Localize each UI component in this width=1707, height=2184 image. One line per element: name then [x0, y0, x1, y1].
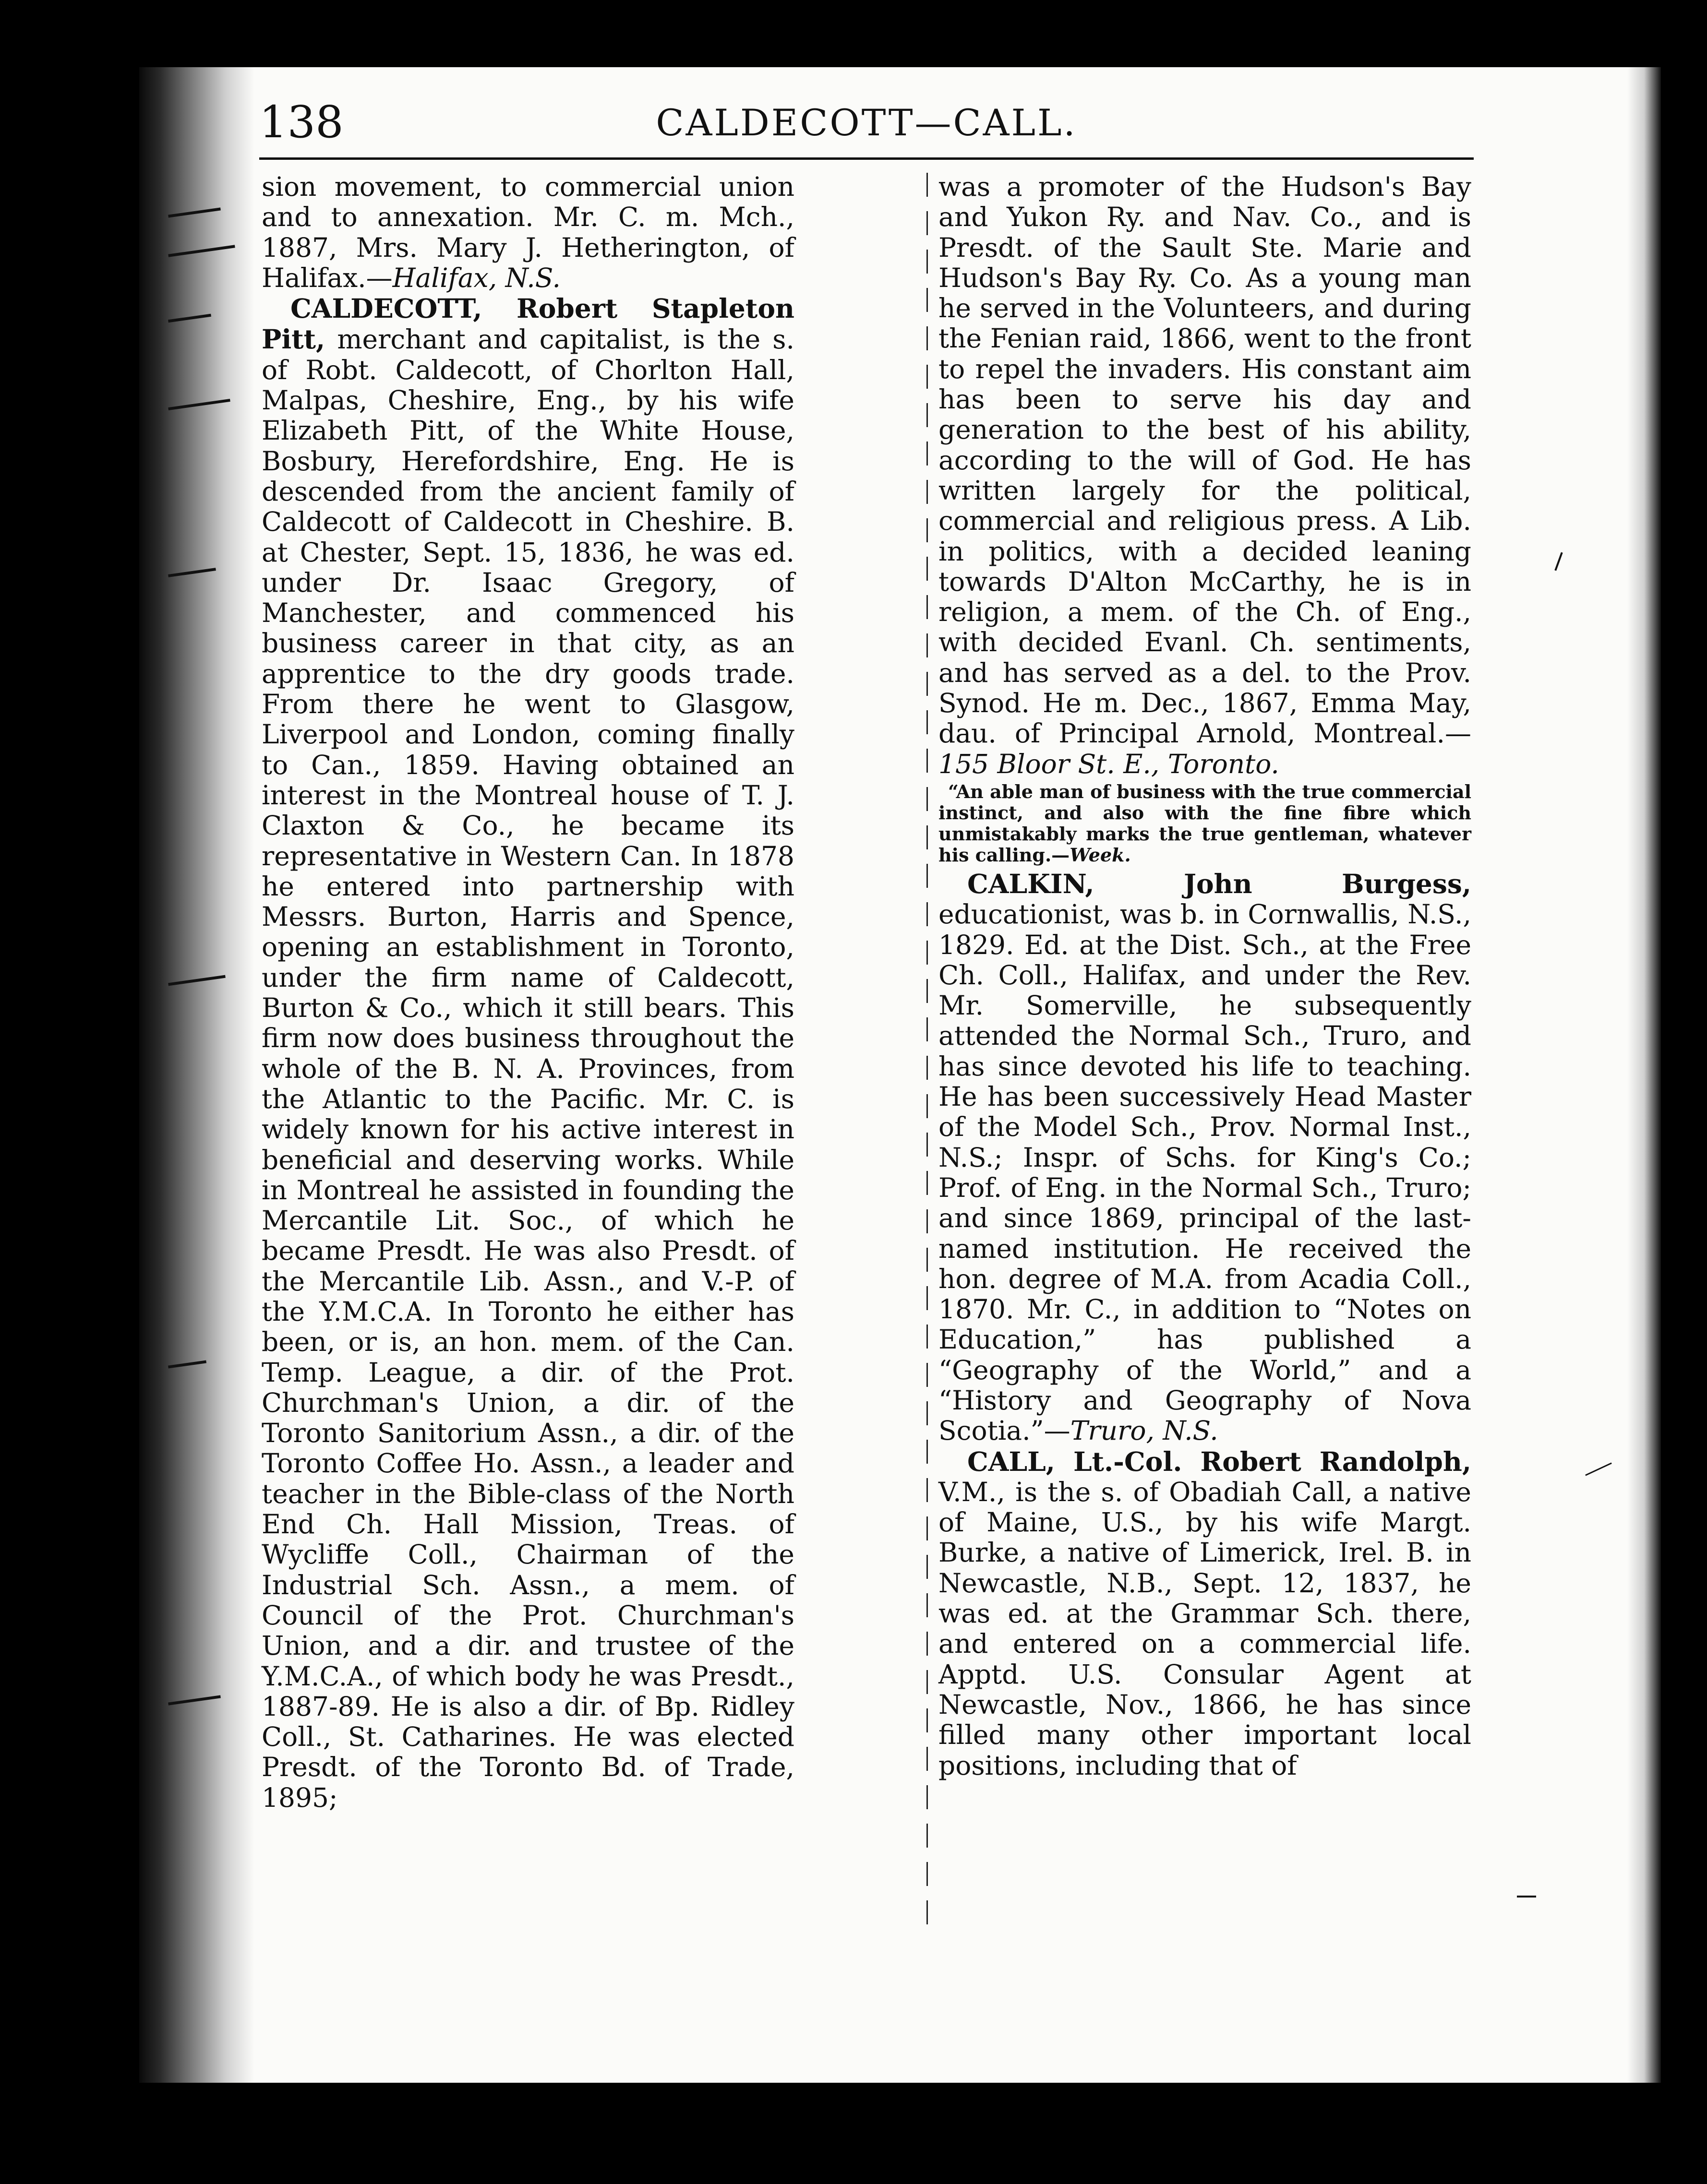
scan-streak	[168, 314, 211, 322]
continuation-paragraph	[262, 172, 794, 293]
paragraph-text: sion movement, to commercial union and to annexation. Mr. C. m. Mch., 1887, Mrs. Mary J. Hetherington, of Halifax.—	[262, 171, 794, 293]
scan-streak	[168, 568, 216, 577]
continuation-paragraph	[938, 172, 1471, 779]
press-quote	[938, 781, 1471, 866]
scan-speck	[1517, 1896, 1536, 1898]
entry-address: Truro, N.S.	[1070, 1415, 1218, 1446]
quote-source: Week.	[1070, 844, 1131, 866]
binding-edge-shadow	[139, 67, 254, 2083]
page-number: 138	[259, 96, 344, 148]
scan-streak	[168, 399, 230, 410]
scan-streak	[168, 245, 235, 257]
entry-text: merchant and capitalist, is the s. of Robt. Caldecott, of Chorlton Hall, Malpas, Cheshire, Eng., by his wife Elizabeth Pitt, of the White House, Bosbury, Herefordshire, Eng. He is descended from the ancient family of Caldecott of Caldecott in Cheshire. B. at Chester, Sept. 15, 1836, he was ed. under Dr. Isaac Gregory, of Manchester, and commenced his business career in that city, as an apprentice to the dry goods trade. From there he went to Glasgow, Liverpool and London, coming finally to Can., 1859. Having obtained an interest in the Montreal house of T. J. Claxton & Co., he became its representative in Western Can. In 1878 he entered into partnership with Messrs. Burton, Harris and Spence, opening an establishment in Toronto, under the firm name of Caldecott, Burton & Co., which it still bears. This firm now does business throughout the whole of the B. N. A. Provinces, from the Atlantic to the Pacific. Mr. C. is widely known for his active interest in beneficial and deserving works. While in Montreal he assisted in founding the Mercantile Lit. Soc., of which he became Presdt. He was also Presdt. of the Mercantile Lib. Assn., and V.-P. of the Y.M.C.A. In Toronto he either has been, or is, an hon. mem. of the Can. Temp. League, a dir. of the Prot. Churchman's Union, a dir. of the Toronto Sanitorium Assn., a dir. of the Toronto Coffee Ho. Assn., a leader and teacher in the Bible-class of the North End Ch. Hall Mission, Treas. of Wycliffe Coll., Chairman of the Industrial Sch. Assn., a mem. of Council of the Prot. Churchman's Union, and a dir. and trustee of the Y.M.C.A., of which body he was Presdt., 1887-89. He is also a dir. of Bp. Ridley Coll., St. Catharines. He was elected Presdt. of the Toronto Bd. of Trade, 1895;	[262, 324, 794, 1813]
entry-headword: CALDECOTT, Robert Stapleton Pitt,	[262, 293, 794, 355]
entry-text: V.M., is the s. of Obadiah Call, a native of Maine, U.S., by his wife Margt. Burke, a native of Limerick, Irel. B. in Newcastle, N.B., Sept. 12, 1837, he was ed. at the Grammar Sch. there, and entered on a commercial life. Apptd. U.S. Consular Agent at Newcastle, Nov., 1866, he has since filled many other important local positions, including that of	[938, 1476, 1471, 1781]
quote-text: “An able man of business with the true commercial instinct, and also with the fine fibre which unmistakably marks the true gentleman, whatever his calling.—	[938, 780, 1471, 866]
page-header	[259, 96, 1474, 149]
scan-streak	[168, 207, 221, 217]
scan-streak	[168, 1695, 221, 1705]
page-right-edge-shadow	[1627, 67, 1661, 2083]
running-head: CALDECOTT—CALL.	[656, 101, 1077, 144]
entry-calkin	[938, 869, 1471, 1446]
column-divider	[926, 173, 928, 1929]
right-column	[938, 172, 1471, 1781]
scan-streak	[168, 1360, 206, 1368]
entry-address: Halifax, N.S.	[392, 262, 561, 293]
header-rule	[259, 157, 1474, 160]
entry-text: educationist, was b. in Cornwallis, N.S., 1829. Ed. at the Dist. Sch., at the Free Ch. Coll., Halifax, and under the Rev. Mr. Somerville, he subsequently attended the Normal Sch., Truro, and has since devoted his life to teaching. He has been successively Head Master of the Model Sch., Prov. Normal Inst., N.S.; Inspr. of Schs. for King's Co.; Prof. of Eng. in the Normal Sch., Truro; and since 1869, principal of the last-named institution. He received the hon. degree of M.A. from Acadia Coll., 1870. Mr. C., in addition to “Notes on Education,” has published a “Geography of the World,” and a “History and Geography of Nova Scotia.”—	[938, 899, 1471, 1446]
entry-headword: CALL, Lt.-Col. Robert Randolph,	[967, 1445, 1471, 1477]
entry-address: 155 Bloor St. E., Toronto.	[938, 748, 1279, 779]
entry-caldecott	[262, 293, 794, 1813]
left-column	[262, 172, 794, 1813]
entry-call	[938, 1446, 1471, 1781]
paragraph-text: was a promoter of the Hudson's Bay and Yukon Ry. and Nav. Co., and is Presdt. of the Sault Ste. Marie and Hudson's Bay Ry. Co. As a young man he served in the Volunteers, and during the Fenian raid, 1866, went to the front to repel the invaders. His constant aim has been to serve his day and generation to the best of his ability, according to the will of God. He has written largely for the political, commercial and religious press. A Lib. in politics, with a decided leaning towards D'Alton McCarthy, he is in religion, a mem. of the Ch. of Eng., with decided Evanl. Ch. sentiments, and has served as a del. to the Prov. Synod. He m. Dec., 1867, Emma May, dau. of Principal Arnold, Montreal.—	[938, 171, 1471, 749]
entry-headword: CALKIN, John Burgess,	[967, 868, 1471, 899]
scan-streak	[168, 975, 226, 986]
